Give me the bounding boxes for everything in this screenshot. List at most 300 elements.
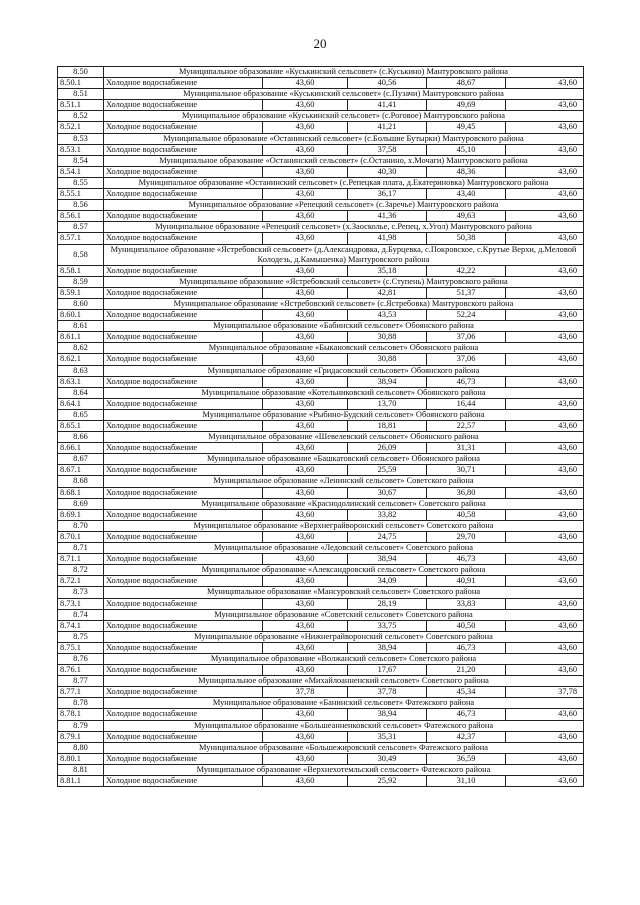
tariff-value: 43,60 — [558, 265, 577, 275]
tariff-value: 37,06 — [427, 332, 506, 342]
section-row — [57, 277, 584, 288]
tariff-value: 17,67 — [348, 665, 427, 675]
tariff-value: 43,60 — [558, 78, 577, 88]
table-row — [57, 687, 584, 698]
tariff-value: 48,36 — [427, 167, 506, 177]
tariff-value: 13,70 — [348, 399, 427, 409]
row-number: 8.53.1 — [58, 145, 104, 155]
section-title: Муниципальное образование «Советский сельсовет» Советского района — [214, 609, 473, 619]
row-number: 8.50.1 — [58, 78, 104, 88]
service-name: Холодное водоснабжение — [104, 754, 263, 764]
tariff-value: 41,36 — [348, 211, 427, 221]
section-title: Муниципальное образование «Краснодолинский сельсовет» Советского района — [201, 498, 486, 508]
service-name: Холодное водоснабжение — [104, 233, 263, 243]
tariff-value: 41,21 — [348, 122, 427, 132]
row-number: 8.78 — [58, 698, 104, 708]
row-number: 8.69.1 — [58, 510, 104, 520]
row-number: 8.71 — [58, 543, 104, 553]
service-name: Холодное водоснабжение — [104, 421, 263, 431]
tariff-value: 42,22 — [427, 266, 506, 276]
section-row — [57, 610, 584, 621]
table-row — [57, 288, 584, 299]
tariff-value: 29,70 — [427, 532, 506, 542]
section-title: Муниципальное образование «Ленинский сельсовет» Советского района — [213, 476, 474, 486]
tariff-value: 43,60 — [558, 709, 577, 719]
table-row — [57, 122, 584, 133]
section-row — [57, 587, 584, 598]
table-row — [57, 576, 584, 587]
tariff-value: 43,60 — [558, 100, 577, 110]
section-row — [57, 654, 584, 665]
section-title: Муниципальное образование «Останинский сельсовет» (с.Большие Бутырки) Мантуровского района — [163, 133, 524, 143]
row-number: 8.52 — [58, 111, 104, 121]
tariff-table — [57, 66, 584, 787]
page-number: 20 — [313, 36, 327, 51]
tariff-value: 22,57 — [427, 421, 506, 431]
table-row — [57, 643, 584, 654]
row-number: 8.50 — [58, 67, 104, 77]
tariff-value: 26,09 — [348, 443, 427, 453]
row-number: 8.74 — [58, 610, 104, 620]
tariff-value: 43,60 — [263, 78, 348, 88]
row-number: 8.52.1 — [58, 122, 104, 132]
section-row — [57, 222, 584, 233]
row-number: 8.62.1 — [58, 354, 104, 364]
tariff-value: 37,78 — [558, 687, 577, 697]
section-title: Муниципальное образование «Быкановский сельсовет» Обоянского района — [208, 343, 479, 353]
tariff-value: 43,60 — [263, 332, 348, 342]
tariff-value: 43,60 — [558, 531, 577, 541]
section-title: Муниципальное образование «Волжанский сельсовет» Советского района — [210, 653, 477, 663]
row-number: 8.75.1 — [58, 643, 104, 653]
tariff-value: 52,24 — [427, 310, 506, 320]
tariff-value: 43,60 — [558, 189, 577, 199]
tariff-value: 43,60 — [558, 376, 577, 386]
tariff-value: 43,60 — [558, 122, 577, 132]
row-number: 8.70.1 — [58, 532, 104, 542]
tariff-value: 30,71 — [427, 465, 506, 475]
section-title: Муниципальное образование «Большеанненковский сельсовет» Фатежского района — [193, 720, 494, 730]
service-name: Холодное водоснабжение — [104, 621, 263, 631]
service-name: Холодное водоснабжение — [104, 310, 263, 320]
table-row — [57, 465, 584, 476]
tariff-value: 42,37 — [427, 732, 506, 742]
section-title: Муниципальное образование «Ястребовский сельсовет» (с.Ступень) Мантуровского района — [179, 276, 508, 286]
tariff-value: 35,18 — [348, 266, 427, 276]
tariff-value: 46,73 — [427, 377, 506, 387]
tariff-value: 43,60 — [263, 288, 348, 298]
tariff-value: 43,60 — [263, 532, 348, 542]
service-name: Холодное водоснабжение — [104, 122, 263, 132]
row-number: 8.61 — [58, 321, 104, 331]
service-name: Холодное водоснабжение — [104, 167, 263, 177]
service-name: Холодное водоснабжение — [104, 189, 263, 199]
section-row — [57, 743, 584, 754]
service-name: Холодное водоснабжение — [104, 665, 263, 675]
tariff-value: 43,60 — [263, 211, 348, 221]
section-title: Муниципальное образование «Бабинский сельсовет» Обоянского района — [213, 321, 474, 331]
section-row — [57, 721, 584, 732]
row-number: 8.54 — [58, 156, 104, 166]
row-number: 8.63.1 — [58, 377, 104, 387]
service-name: Холодное водоснабжение — [104, 354, 263, 364]
section-title: Муниципальное образование «Репецкий сельсовет» (х.Заосколье, с.Репец, х.Угол) Мантуровского района — [155, 222, 532, 232]
tariff-value: 43,40 — [427, 189, 506, 199]
section-title: Муниципальное образование «Куськинский сельсовет» (с.Куськино) Мантуровского района — [179, 67, 508, 76]
tariff-value: 37,06 — [427, 354, 506, 364]
table-row — [57, 78, 584, 89]
row-number: 8.79.1 — [58, 732, 104, 742]
section-row — [57, 343, 584, 354]
row-number: 8.65 — [58, 410, 104, 420]
tariff-value: 33,75 — [348, 621, 427, 631]
tariff-value: 49,69 — [427, 100, 506, 110]
table-row — [57, 377, 584, 388]
row-number: 8.60.1 — [58, 310, 104, 320]
tariff-value: 43,60 — [558, 421, 577, 430]
tariff-value: 21,20 — [427, 665, 506, 675]
table-row — [57, 554, 584, 565]
section-row — [57, 432, 584, 443]
table-row — [57, 354, 584, 365]
table-row — [57, 599, 584, 610]
tariff-value: 43,60 — [263, 399, 348, 409]
tariff-value: 33,82 — [348, 510, 427, 520]
section-title: Муниципальное образование «Башкатовский сельсовет» Обоянского района — [207, 454, 480, 464]
section-row — [57, 565, 584, 576]
section-row — [57, 200, 584, 211]
tariff-value: 43,60 — [263, 354, 348, 364]
tariff-value: 51,37 — [427, 288, 506, 298]
row-number: 8.67.1 — [58, 465, 104, 475]
section-row — [57, 543, 584, 554]
row-number: 8.73.1 — [58, 599, 104, 609]
tariff-value: 43,60 — [558, 332, 577, 342]
row-number: 8.59.1 — [58, 288, 104, 298]
tariff-value: 25,92 — [348, 776, 427, 786]
section-title: Муниципальное образование «Ледовский сельсовет» Советского района — [214, 543, 473, 553]
tariff-value: 40,30 — [348, 167, 427, 177]
tariff-value: 43,60 — [558, 166, 577, 176]
tariff-value: 43,60 — [263, 465, 348, 475]
tariff-value: 43,60 — [263, 732, 348, 742]
tariff-value: 43,60 — [558, 509, 577, 519]
service-name: Холодное водоснабжение — [104, 709, 263, 719]
row-number: 8.58.1 — [58, 266, 104, 276]
table-row — [57, 233, 584, 244]
tariff-value: 40,50 — [427, 621, 506, 631]
service-name: Холодное водоснабжение — [104, 266, 263, 276]
tariff-value: 43,60 — [263, 510, 348, 520]
tariff-value: 43,60 — [558, 665, 577, 675]
tariff-value: 31,10 — [427, 776, 506, 786]
table-row — [57, 510, 584, 521]
row-number: 8.56 — [58, 200, 104, 210]
section-row — [57, 134, 584, 145]
section-title: Муниципальное образование «Останинский сельсовет» (с.Останино, х.Мочаги) Мантуровского района — [159, 155, 528, 165]
tariff-value: 37,78 — [348, 687, 427, 697]
tariff-value: 43,60 — [558, 211, 577, 221]
tariff-value: 24,75 — [348, 532, 427, 542]
section-title: Муниципальное образование «Куськинский сельсовет» (с.Роговое) Мантуровского района — [181, 111, 506, 121]
row-number: 8.58 — [58, 245, 104, 265]
row-number: 8.59 — [58, 277, 104, 287]
tariff-value: 43,60 — [558, 576, 577, 586]
tariff-value: 30,49 — [348, 754, 427, 764]
tariff-value: 45,34 — [427, 687, 506, 697]
service-name: Холодное водоснабжение — [104, 554, 263, 564]
row-number: 8.53 — [58, 134, 104, 144]
section-title: Муниципальное образование «Михайлоанненский сельсовет» Советского района — [198, 676, 489, 686]
row-number: 8.79 — [58, 721, 104, 731]
section-row — [57, 178, 584, 189]
section-row — [57, 499, 584, 510]
tariff-value: 37,58 — [348, 145, 427, 155]
section-title: Муниципальное образование «Большежировский сельсовет» Фатежского района — [199, 742, 488, 752]
table-row — [57, 665, 584, 676]
service-name: Холодное водоснабжение — [104, 288, 263, 298]
section-title: Муниципальное образование «Банинский сельсовет» Фатежского района — [212, 698, 475, 708]
service-name: Холодное водоснабжение — [104, 687, 263, 697]
row-number: 8.72 — [58, 565, 104, 575]
service-name: Холодное водоснабжение — [104, 576, 263, 586]
tariff-value: 30,88 — [348, 354, 427, 364]
tariff-value: 35,31 — [348, 732, 427, 742]
tariff-value: 43,60 — [263, 665, 348, 675]
tariff-value: 45,10 — [427, 145, 506, 155]
service-name: Холодное водоснабжение — [104, 643, 263, 653]
service-name: Холодное водоснабжение — [104, 732, 263, 742]
tariff-value: 43,53 — [348, 310, 427, 320]
row-number: 8.70 — [58, 521, 104, 531]
section-title: Муниципальное образование «Нижнеграйворонский сельсовет» Советского района — [194, 631, 493, 641]
tariff-value: 43,60 — [263, 621, 348, 631]
section-row — [57, 454, 584, 465]
section-row — [57, 521, 584, 532]
table-row — [57, 399, 584, 410]
row-number: 8.68.1 — [58, 488, 104, 498]
table-row — [57, 732, 584, 743]
table-row — [57, 421, 584, 432]
tariff-value: 41,41 — [348, 100, 427, 110]
tariff-value: 43,60 — [558, 753, 577, 763]
tariff-value: 43,60 — [263, 189, 348, 199]
tariff-value: 33,83 — [427, 599, 506, 609]
section-row — [57, 765, 584, 776]
tariff-value: 43,60 — [263, 643, 348, 653]
section-title: Муниципальное образование «Котельниковский сельсовет» Обоянского района — [201, 387, 486, 397]
tariff-value: 43,60 — [263, 377, 348, 387]
row-number: 8.66.1 — [58, 443, 104, 453]
row-number: 8.77.1 — [58, 687, 104, 697]
service-name: Холодное водоснабжение — [104, 211, 263, 221]
tariff-value: 43,60 — [263, 554, 348, 564]
tariff-value: 25,59 — [348, 465, 427, 475]
table-row — [57, 310, 584, 321]
tariff-value: 37,78 — [263, 687, 348, 697]
table-row — [57, 100, 584, 111]
service-name: Холодное водоснабжение — [104, 776, 263, 786]
tariff-value: 43,60 — [263, 421, 348, 431]
row-number: 8.57.1 — [58, 233, 104, 243]
row-number: 8.80.1 — [58, 754, 104, 764]
row-number: 8.62 — [58, 343, 104, 353]
row-number: 8.66 — [58, 432, 104, 442]
row-number: 8.54.1 — [58, 167, 104, 177]
table-row — [57, 754, 584, 765]
tariff-value: 38,94 — [348, 554, 427, 564]
row-number: 8.57 — [58, 222, 104, 232]
service-name: Холодное водоснабжение — [104, 488, 263, 498]
row-number: 8.67 — [58, 454, 104, 464]
tariff-value: 43,60 — [263, 576, 348, 586]
service-name: Холодное водоснабжение — [104, 532, 263, 542]
tariff-value: 40,58 — [427, 510, 506, 520]
section-row — [57, 321, 584, 332]
section-row — [57, 366, 584, 377]
tariff-value: 40,56 — [348, 78, 427, 88]
tariff-value: 43,60 — [558, 598, 577, 608]
tariff-value: 31,31 — [427, 443, 506, 453]
tariff-value: 43,60 — [263, 145, 348, 155]
service-name: Холодное водоснабжение — [104, 599, 263, 609]
tariff-value: 46,73 — [427, 709, 506, 719]
section-title: Муниципальное образование «Рыбино-Будский сельсовет» Обоянского района — [202, 409, 485, 419]
tariff-value: 43,60 — [558, 443, 577, 453]
table-row — [57, 776, 584, 787]
tariff-value: 28,19 — [348, 599, 427, 609]
tariff-value: 43,60 — [558, 310, 577, 320]
tariff-value: 43,60 — [558, 354, 577, 364]
tariff-value: 30,67 — [348, 488, 427, 498]
section-row — [57, 388, 584, 399]
row-number: 8.55.1 — [58, 189, 104, 199]
row-number: 8.65.1 — [58, 421, 104, 431]
row-number: 8.72.1 — [58, 576, 104, 586]
row-number: 8.76.1 — [58, 665, 104, 675]
row-number: 8.69 — [58, 499, 104, 509]
section-row — [57, 111, 584, 122]
table-row — [57, 266, 584, 277]
tariff-value: 38,94 — [348, 643, 427, 653]
row-number: 8.77 — [58, 676, 104, 686]
row-number: 8.81 — [58, 765, 104, 775]
service-name: Холодное водоснабжение — [104, 332, 263, 342]
tariff-value: 43,60 — [558, 554, 577, 564]
tariff-value: 43,60 — [558, 144, 577, 154]
service-name: Холодное водоснабжение — [104, 465, 263, 475]
tariff-value: 43,60 — [263, 122, 348, 132]
tariff-value: 43,60 — [263, 709, 348, 719]
section-row — [57, 476, 584, 487]
tariff-value: 30,88 — [348, 332, 427, 342]
tariff-value: 43,60 — [558, 620, 577, 630]
tariff-value: 43,60 — [263, 100, 348, 110]
section-row — [57, 698, 584, 709]
section-row — [57, 89, 584, 100]
section-row — [57, 66, 584, 78]
tariff-value: 43,60 — [558, 398, 577, 408]
row-number: 8.78.1 — [58, 709, 104, 719]
row-number: 8.71.1 — [58, 554, 104, 564]
tariff-value: 43,60 — [263, 167, 348, 177]
tariff-value: 43,60 — [263, 754, 348, 764]
tariff-value: 43,60 — [263, 488, 348, 498]
tariff-value: 43,60 — [263, 599, 348, 609]
service-name: Холодное водоснабжение — [104, 377, 263, 387]
tariff-value: 43,60 — [558, 287, 577, 297]
tariff-value: 42,81 — [348, 288, 427, 298]
section-title: Муниципальное образование «Куськинский сельсовет» (с.Пузачи) Мантуровского района — [183, 89, 504, 99]
tariff-value: 38,94 — [348, 709, 427, 719]
row-number: 8.80 — [58, 743, 104, 753]
tariff-value: 34,09 — [348, 576, 427, 586]
tariff-value: 43,60 — [558, 731, 577, 741]
service-name: Холодное водоснабжение — [104, 443, 263, 453]
row-number: 8.63 — [58, 366, 104, 376]
table-row — [57, 145, 584, 156]
row-number: 8.60 — [58, 299, 104, 309]
tariff-value: 48,67 — [427, 78, 506, 88]
row-number: 8.73 — [58, 587, 104, 597]
tariff-value: 49,45 — [427, 122, 506, 132]
section-title: Муниципальное образование «Верхнеграйворонский сельсовет» Советского района — [193, 520, 494, 530]
tariff-value: 36,59 — [427, 754, 506, 764]
section-title: Муниципальное образование «Шевелевский сельсовет» Обоянского района — [208, 432, 479, 442]
table-row — [57, 709, 584, 720]
tariff-value: 43,60 — [558, 233, 577, 243]
row-number: 8.74.1 — [58, 621, 104, 631]
tariff-value: 43,60 — [263, 266, 348, 276]
section-title: Муниципальное образование «Гридасовский сельсовет» Обоянского района — [207, 365, 480, 375]
table-row — [57, 167, 584, 178]
row-number: 8.64 — [58, 388, 104, 398]
table-row — [57, 443, 584, 454]
service-name: Холодное водоснабжение — [104, 399, 263, 409]
tariff-value: 43,60 — [263, 310, 348, 320]
section-title: Муниципальное образование «Мансуровский сельсовет» Советского района — [206, 587, 481, 597]
tariff-value: 36,80 — [427, 488, 506, 498]
section-row — [57, 156, 584, 167]
tariff-value: 43,60 — [263, 233, 348, 243]
section-row — [57, 245, 584, 266]
table-row — [57, 488, 584, 499]
section-title: Муниципальное образование «Александровский сельсовет» Советского района — [201, 565, 486, 575]
row-number: 8.51 — [58, 89, 104, 99]
service-name: Холодное водоснабжение — [104, 78, 263, 88]
service-name: Холодное водоснабжение — [104, 145, 263, 155]
row-number: 8.51.1 — [58, 100, 104, 110]
row-number: 8.64.1 — [58, 399, 104, 409]
section-row — [57, 299, 584, 310]
row-number: 8.75 — [58, 632, 104, 642]
service-name: Холодное водоснабжение — [104, 100, 263, 110]
row-number: 8.76 — [58, 654, 104, 664]
tariff-value: 41,98 — [348, 233, 427, 243]
row-number: 8.81.1 — [58, 776, 104, 786]
tariff-value: 40,91 — [427, 576, 506, 586]
tariff-value: 43,60 — [558, 642, 577, 652]
table-row — [57, 532, 584, 543]
section-title: Муниципальное образование «Верхнехотемльский сельсовет» Фатежского района — [196, 764, 491, 774]
table-row — [57, 332, 584, 343]
section-row — [57, 410, 584, 421]
section-row — [57, 676, 584, 687]
tariff-value: 43,60 — [263, 443, 348, 453]
row-number: 8.61.1 — [58, 332, 104, 342]
section-title: Муниципальное образование «Ястребовский сельсовет» (с.Ястребовка) Мантуровского района — [173, 298, 514, 308]
table-row — [57, 621, 584, 632]
